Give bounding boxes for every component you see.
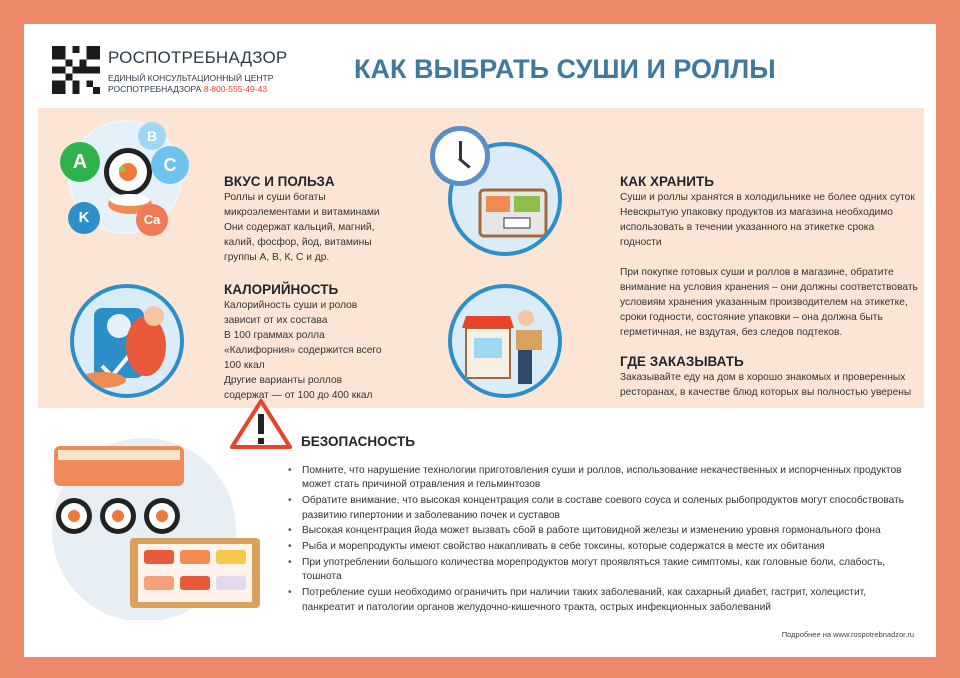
clock-icon — [430, 126, 490, 186]
sushi-platter-icon — [34, 420, 274, 620]
hotline-phone: 8-800-555-49-43 — [203, 84, 268, 94]
consult-center-line2: РОСПОТРЕБНАДЗОРА 8-800-555-49-43 — [108, 84, 268, 94]
calories-text: Калорийность суши и ролов зависит от их состава В 100 граммах ролла «Калифорния» содержится всего 100 ккал Другие варианты роллов содержат — от 100 до 400 ккал — [224, 300, 382, 401]
list-item: • Высокая концентрация йода может вызвать сбой в работе щитовидной железы и изменению уровня гормонального фона — [288, 525, 881, 537]
list-item: • Помните, что нарушение технологии приготовления суши и роллов, использование некачественных и испорченных продуктов может стать причиной отравления и гельминтозов — [288, 465, 902, 491]
sushi-set-illustration — [34, 420, 274, 620]
vitamin-ca-badge: Ca — [136, 204, 168, 236]
more-info-link[interactable]: Подробнее на www.rospotrebnadzor.ru — [781, 630, 914, 639]
qr-code-icon — [52, 46, 100, 94]
ordering-illustration — [448, 284, 562, 398]
storage-title: КАК ХРАНИТЬ — [620, 174, 714, 189]
org-name: РОСПОТРЕБНАДЗОР — [108, 48, 288, 67]
org-logo — [52, 46, 292, 98]
page-title: КАК ВЫБРАТЬ СУШИ И РОЛЛЫ — [354, 54, 776, 84]
info-panel — [38, 108, 924, 408]
calories-title: КАЛОРИЙНОСТЬ — [224, 282, 339, 297]
list-item: • При употреблении большого количества морепродуктов могут проявляться такие симптомы, как головные боли, слабость, тошнота — [288, 557, 886, 583]
vitamin-b-badge: B — [138, 122, 166, 150]
taste-title: ВКУС И ПОЛЬЗА — [224, 174, 335, 189]
storage-text: Суши и роллы хранятся в холодильнике не более одних суток Невскрытую упаковку продуктов из магазина необходимо использовать в течении указанного на этикетке срока годности При покупке готовых суши и роллов в магазине, обратите внимание на условия хранения – они должны соответствовать условиям хранения указанным производителем на этикетке, сроки годности, состояние упаковки – она должна быть герметичная, не вздутая, без следов подтеков. — [620, 192, 918, 338]
safety-title: БЕЗОПАСНОСТЬ — [301, 434, 415, 449]
list-item: • Обратите внимание, что высокая концентрация соли в составе соевого соуса и соленых рыбопродуктов могут способствовать развитию гипертонии и заболеванию почек и суставов — [288, 495, 904, 521]
shop-delivery-icon — [452, 288, 558, 394]
vitamin-k-badge: K — [68, 202, 100, 234]
list-item: • Потребление суши необходимо ограничить при наличии таких заболеваний, как сахарный диабет, гастрит, холецистит, панкреатит и патологии органов желудочно-кишечного тракта, острых инфекционных заболеваний — [288, 587, 867, 613]
ordering-title: ГДЕ ЗАКАЗЫВАТЬ — [620, 354, 744, 369]
vitamin-a-badge: A — [60, 142, 100, 182]
warning-icon — [229, 398, 293, 450]
list-item: • Рыба и морепродукты имеют свойство накапливать в себе токсины, которые содержатся в месте их обитания — [288, 541, 825, 553]
taste-text: Роллы и суши богаты микроэлементами и витаминами Они содержат кальций, магний, калий, фосфор, йод, витамины группы А, В, К, С и др. — [224, 192, 380, 263]
ordering-text: Заказывайте еду на дом в хорошо знакомых и проверенных ресторанах, в качестве блюд которых вы полностью уверены — [620, 372, 912, 398]
calorie-illustration — [70, 284, 184, 398]
vitamin-c-badge: C — [151, 146, 189, 184]
poster — [24, 24, 936, 657]
consult-center-line1: ЕДИНЫЙ КОНСУЛЬТАЦИОННЫЙ ЦЕНТР — [108, 73, 274, 83]
safety-list — [286, 464, 926, 616]
scale-icon — [74, 288, 180, 394]
